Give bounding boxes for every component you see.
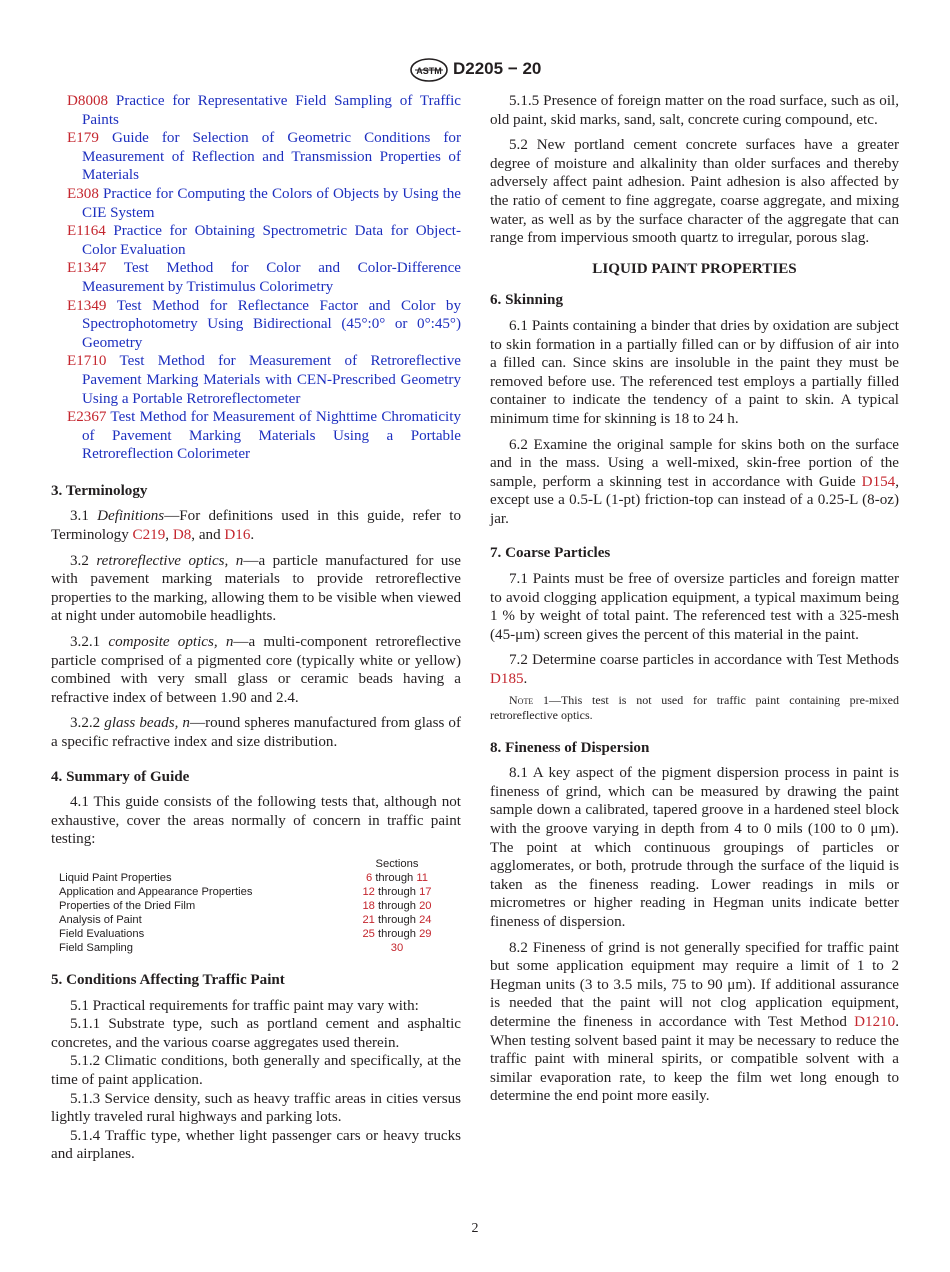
reference-link[interactable]: E1347 (67, 260, 107, 277)
section-link[interactable]: 17 (419, 885, 432, 898)
reference-item (51, 297, 461, 353)
section-heading-conditions: 5. Conditions Affecting Traffic Paint (51, 971, 285, 988)
paragraph-6-2: 6.2 Examine the original sample for skins both on the surface and in the mass. Using a well-mixed, skin-free portion of the sample, perform a skinning test in accordance with Guide D154, except use a 0.5-L (1-pt) friction-top can instead of a 0.25-L (8-oz) jar. (490, 436, 899, 527)
paragraph-5-1-4: 5.1.4 Traffic type, whether light passenger cars or heavy trucks and airplanes. (51, 1127, 461, 1163)
paragraph-4-1: 4.1 This guide consists of the following tests that, although not exhaustive, cover the areas normally of concern in traffic paint testing: (51, 794, 461, 848)
reference-item (51, 408, 461, 464)
paragraph-7-1: 7.1 Paints must be free of oversize particles and foreign matter to avoid clogging application equipment, a typical maximum being 1 % by weight of total paint. The referenced test with a 325-mesh (45-μm) screen gives the percent of this material in the paint. (490, 571, 899, 643)
paragraph-3-2: 3.2 retroreflective optics, n—a particle manufactured for use with pavement marking materials to provide retroreflective properties to the marking, allowing them to be visible when viewed at night under automobile headlights. (51, 552, 461, 625)
reference-title[interactable]: Test Method for Measurement of Nighttime Chromaticity of Pavement Marking Materials Using a Portable Retroreflection Colorimeter (82, 409, 461, 463)
reference-link[interactable]: D185 (490, 671, 524, 688)
table-row: Properties of the Dried Film 18 through 20 (59, 899, 432, 912)
referenced-documents-list (51, 92, 461, 464)
paragraph-8-2: 8.2 Fineness of grind is not generally specified for traffic paint but some application equipment may require a limit of 1 to 2 Hegman units (3 to 3.5 mils, 75 to 90 μm). If additional assurance is needed that the paint will not clog application equipment, determine the fineness in accordance with Test Method D1210. When testing solvent based paint it may be necessary to reduce the traffic paint with mineral spirits, or compatible solvent with a similar evaporation rate, to keep the film wet long enough to determine the end point more easily. (490, 939, 899, 1105)
section-link[interactable]: 25 (362, 927, 375, 940)
sections-table (59, 857, 452, 955)
reference-link[interactable]: E2367 (67, 409, 107, 426)
reference-title[interactable]: Practice for Obtaining Spectrometric Data for Object-Color Evaluation (82, 223, 461, 258)
table-row: Liquid Paint Properties 6 through 11 (59, 871, 429, 884)
reference-link[interactable]: D8 (172, 527, 192, 544)
table-row: Analysis of Paint 21 through 24 (59, 913, 432, 926)
reference-title[interactable]: Test Method for Color and Color-Difference Measurement by Tristimulus Colorimetry (82, 260, 461, 295)
reference-link[interactable]: D8008 (67, 93, 109, 109)
reference-item (51, 92, 461, 129)
paragraph-5-2: 5.2 New portland cement concrete surfaces have a greater degree of moisture and alkalinity than older surfaces and thereby adversely affect paint adhesion. Paint adhesion is also affected by the ratio of cement to fine aggregate, coarse aggregate, and mixing water, as well as by the surface character of the aggregate that can range from impervious smooth quartz to irregular, porous slag. (490, 137, 899, 247)
part-heading-liquid-paint: LIQUID PAINT PROPERTIES (592, 260, 797, 277)
paragraph-5-1-3: 5.1.3 Service density, such as heavy traffic areas in cities versus lightly traveled rural highways and parking lots. (51, 1090, 461, 1126)
section-link[interactable]: 30 (390, 941, 404, 954)
section-link[interactable]: 20 (419, 899, 432, 912)
reference-link[interactable]: C219 (132, 527, 166, 544)
paragraph-7-2: 7.2 Determine coarse particles in accordance with Test Methods D185. (490, 652, 899, 688)
section-heading-coarse-particles: 7. Coarse Particles (490, 545, 611, 562)
row-label: Field Sampling (59, 941, 133, 954)
section-link[interactable]: 6 (365, 871, 373, 884)
reference-link[interactable]: E1710 (67, 353, 107, 370)
section-heading-summary: 4. Summary of Guide (51, 768, 190, 785)
paragraph-6-1: 6.1 Paints containing a binder that dries by oxidation are subject to skin formation in a partially filled can or by diffusion of air into a filled can. Since skins are insoluble in the paint they must be removed before use. The referenced test employs a partially filled container to indicate the tendency of a paint to skin. A typical minimum time for skinning is 18 to 24 h. (490, 317, 899, 427)
reference-title[interactable]: Test Method for Measurement of Retroreflective Pavement Marking Materials with CEN-Prescribed Geometry Using a Portable Retroreflectometer (82, 353, 461, 407)
reference-link[interactable]: E179 (67, 130, 99, 147)
reference-title[interactable]: Practice for Computing the Colors of Objects by Using the CIE System (82, 185, 461, 221)
standard-designation: D2205 − 20 (453, 59, 542, 78)
section-link[interactable]: 18 (362, 899, 375, 912)
section-heading-terminology: 3. Terminology (51, 482, 148, 499)
svg-text:ASTM: ASTM (416, 66, 442, 76)
reference-title[interactable]: Guide for Selection of Geometric Conditions for Measurement of Reflection and Transmission Properties of Materials (82, 130, 462, 184)
row-label: Liquid Paint Properties (59, 871, 172, 884)
section-heading-skinning: 6. Skinning (490, 292, 563, 309)
note-1: Note 1—This test is not used for traffic paint containing pre-mixed retroreflective optics. (490, 692, 899, 722)
right-column (490, 92, 899, 1106)
reference-item (51, 185, 461, 222)
table-row: Field Evaluations 25 through 29 (59, 927, 432, 940)
left-column (51, 92, 461, 1164)
reference-link[interactable]: D1210 (854, 1013, 896, 1030)
paragraph-3-2-2: 3.2.2 glass beads, n—round spheres manufactured from glass of a specific refractive index and size distribution. (51, 715, 461, 750)
paragraph-8-1: 8.1 A key aspect of the pigment dispersion process in paint is fineness of grind, which can be measured by drawing the paint sample down a calibrated, tapered groove in a hardened steel block with the groove varying in depth from 4 to 0 mils (100 to 0 μm). The point at which continuous groupings of particles or agglomerates, or both, protrude through the surface of the liquid is taken as the fineness reading. Lower readings in mils or micrometres or higher reading in Hegman units indicate better fineness of dispersion. (490, 765, 899, 930)
page-header (0, 58, 950, 82)
paragraph-5-1-2: 5.1.2 Climatic conditions, both generally and specifically, at the time of paint application. (51, 1053, 461, 1088)
row-label: Properties of the Dried Film (59, 899, 196, 912)
reference-title[interactable]: Practice for Representative Field Sampling of Traffic Paints (82, 93, 461, 128)
reference-item (51, 259, 461, 296)
section-heading-fineness: 8. Fineness of Dispersion (490, 739, 650, 756)
reference-link[interactable]: D154 (861, 473, 896, 490)
paragraph-5-1: 5.1 Practical requirements for traffic paint may vary with: (70, 997, 419, 1014)
section-link[interactable]: 11 (416, 871, 429, 884)
table-row (59, 941, 452, 955)
paragraph-3-2-1: 3.2.1 composite optics, n—a multi-component retroreflective particle comprised of a pigmented core (typically white or yellow) combined with very small glass or ceramic beads having a refractive index of between 1.90 and 2.4. (51, 634, 461, 706)
reference-title[interactable]: Test Method for Reflectance Factor and Color by Spectrophotometry Using Bidirectional (45°:0° or 0°:45°) Geometry (82, 297, 461, 351)
row-label: Field Evaluations (59, 927, 145, 940)
table-row: Application and Appearance Properties 12 through 17 (59, 885, 432, 898)
table-header-row (59, 857, 452, 871)
section-link[interactable]: 12 (362, 885, 375, 898)
paragraph-5-1-1: 5.1.1 Substrate type, such as portland cement and asphaltic concretes, and the various coarse aggregates used therein. (51, 1016, 461, 1051)
column-header: Sections (375, 857, 419, 870)
reference-link[interactable]: E1349 (67, 297, 107, 314)
paragraph-3-1: 3.1 Definitions—For definitions used in this guide, refer to Terminology C219, D8, and D16. (51, 508, 461, 544)
reference-item (51, 222, 461, 259)
section-link[interactable]: 24 (419, 913, 432, 926)
section-link[interactable]: 21 (362, 913, 375, 926)
reference-link[interactable]: E308 (67, 185, 99, 202)
astm-logo-icon (409, 58, 449, 82)
row-label: Application and Appearance Properties (59, 885, 253, 898)
section-link[interactable]: 29 (419, 927, 432, 940)
reference-link[interactable]: E1164 (67, 223, 106, 240)
reference-item (51, 352, 461, 408)
page-number: 2 (471, 1221, 479, 1236)
paragraph-5-1-5: 5.1.5 Presence of foreign matter on the road surface, such as oil, old paint, skid marks, sand, salt, concrete curing compound, etc. (490, 93, 899, 128)
row-label: Analysis of Paint (59, 913, 142, 926)
reference-item (51, 129, 461, 185)
reference-link[interactable]: D16 (224, 527, 251, 544)
